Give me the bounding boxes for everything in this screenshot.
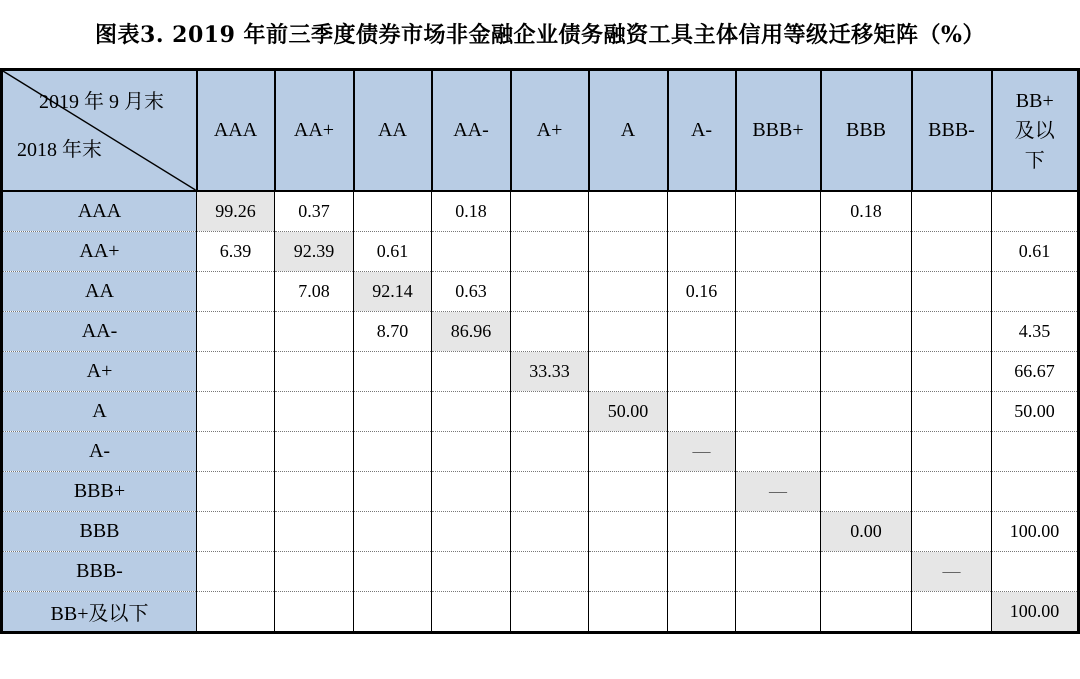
matrix-cell [354,432,432,472]
matrix-cell [668,312,736,352]
matrix-cell [354,191,432,232]
row-header: AAA [2,191,197,232]
matrix-cell [354,392,432,432]
table-row [2,312,1079,352]
matrix-cell [992,432,1079,472]
matrix-cell [589,472,668,512]
matrix-cell [668,552,736,592]
matrix-cell [432,432,511,472]
matrix-cell [992,472,1079,512]
matrix-cell [354,512,432,552]
matrix-cell [736,272,821,312]
column-header-line: 及以 [1014,119,1055,142]
matrix-cell [736,191,821,232]
matrix-cell [275,392,354,432]
matrix-cell [821,352,912,392]
matrix-cell [197,352,275,392]
matrix-cell [511,512,589,552]
column-header-aa-plus: AA+ [275,70,354,192]
matrix-cell [821,432,912,472]
row-axis-label: 2018 年末 [17,139,102,161]
matrix-cell [912,312,992,352]
matrix-cell: 100.00 [992,512,1079,552]
column-header-line: BB+ [1015,89,1054,112]
matrix-cell [668,191,736,232]
matrix-cell [668,512,736,552]
diagonal-cell: 99.26 [197,191,275,232]
column-header-line: 下 [1024,149,1045,172]
matrix-cell [511,312,589,352]
matrix-cell: 0.63 [432,272,511,312]
matrix-cell [275,432,354,472]
matrix-cell [668,352,736,392]
matrix-cell [432,392,511,432]
matrix-cell [275,512,354,552]
matrix-cell [511,472,589,512]
matrix-cell [912,392,992,432]
matrix-cell: 6.39 [197,232,275,272]
matrix-cell [354,552,432,592]
diagonal-cell: 0.00 [821,512,912,552]
matrix-cell [511,232,589,272]
matrix-cell [668,232,736,272]
matrix-cell [821,232,912,272]
row-header: BBB- [2,552,197,592]
matrix-cell [912,352,992,392]
matrix-cell [589,352,668,392]
diagonal-cell: 50.00 [589,392,668,432]
matrix-cell [912,432,992,472]
column-header-bbb-minus: BBB- [912,70,992,192]
matrix-cell [432,592,511,633]
matrix-cell [197,432,275,472]
matrix-cell [432,472,511,512]
matrix-cell [668,592,736,633]
matrix-cell [821,472,912,512]
table-row [2,352,1079,392]
matrix-cell [821,312,912,352]
header-row [2,70,1079,192]
credit-rating-migration-matrix [0,68,1080,634]
matrix-cell [821,552,912,592]
table-row [2,272,1079,312]
column-header-bbb-plus: BBB+ [736,70,821,192]
matrix-body [2,191,1079,633]
matrix-cell [736,312,821,352]
table-row [2,512,1079,552]
matrix-cell [589,312,668,352]
column-header-aaa: AAA [197,70,275,192]
table-row [2,552,1079,592]
matrix-cell [511,392,589,432]
column-header-bb-plus-and-below [992,70,1079,192]
matrix-cell [912,272,992,312]
matrix-cell [668,472,736,512]
corner-header-cell [2,70,197,192]
column-header-a: A [589,70,668,192]
matrix-cell [912,232,992,272]
table-row [2,232,1079,272]
row-header: BBB [2,512,197,552]
matrix-cell [736,432,821,472]
matrix-cell [912,191,992,232]
table-row [2,432,1079,472]
matrix-cell [197,472,275,512]
matrix-cell [912,592,992,633]
matrix-cell [589,272,668,312]
matrix-cell [821,592,912,633]
matrix-cell [736,392,821,432]
matrix-cell [912,472,992,512]
column-header-a-minus: A- [668,70,736,192]
matrix-cell [736,552,821,592]
matrix-cell [511,592,589,633]
matrix-cell [736,512,821,552]
column-header-aa-minus: AA- [432,70,511,192]
row-header: A+ [2,352,197,392]
column-header-a-plus: A+ [511,70,589,192]
diagonal-cell: 92.39 [275,232,354,272]
matrix-cell: 0.61 [354,232,432,272]
matrix-cell [197,312,275,352]
matrix-cell [432,552,511,592]
diagonal-cell: 86.96 [432,312,511,352]
row-header: BB+及以下 [2,592,197,633]
diagonal-cell: — [912,552,992,592]
matrix-cell [589,552,668,592]
matrix-cell [432,512,511,552]
matrix-cell [511,552,589,592]
column-header-aa: AA [354,70,432,192]
matrix-cell [589,432,668,472]
matrix-cell: 50.00 [992,392,1079,432]
matrix-cell [821,392,912,432]
matrix-cell [197,592,275,633]
matrix-cell [821,272,912,312]
diagonal-cell: — [668,432,736,472]
row-header: AA [2,272,197,312]
matrix-cell [511,432,589,472]
table-row [2,472,1079,512]
matrix-cell: 0.16 [668,272,736,312]
matrix-cell [589,592,668,633]
table-row [2,191,1079,232]
row-header: AA+ [2,232,197,272]
matrix-cell [736,592,821,633]
row-header: A [2,392,197,432]
diagonal-cell: — [736,472,821,512]
column-header-bbb: BBB [821,70,912,192]
matrix-cell [197,512,275,552]
matrix-cell: 7.08 [275,272,354,312]
matrix-cell [197,392,275,432]
matrix-cell [736,352,821,392]
matrix-cell [197,552,275,592]
matrix-cell [354,352,432,392]
diagonal-cell: 92.14 [354,272,432,312]
diagonal-cell: 33.33 [511,352,589,392]
matrix-cell [992,191,1079,232]
matrix-cell: 4.35 [992,312,1079,352]
table-row [2,392,1079,432]
matrix-cell [432,352,511,392]
matrix-cell [736,232,821,272]
matrix-cell [992,552,1079,592]
row-header: A- [2,432,197,472]
matrix-cell: 0.37 [275,191,354,232]
row-header: BBB+ [2,472,197,512]
table-row [2,592,1079,633]
column-axis-label: 2019 年 9 月末 [39,91,164,113]
matrix-cell [668,392,736,432]
matrix-cell [275,592,354,633]
matrix-cell [511,272,589,312]
matrix-cell: 0.18 [821,191,912,232]
matrix-cell [589,232,668,272]
matrix-cell [275,352,354,392]
matrix-cell [275,312,354,352]
matrix-cell: 0.18 [432,191,511,232]
matrix-cell [912,512,992,552]
matrix-cell [275,552,354,592]
matrix-cell: 66.67 [992,352,1079,392]
matrix-cell [511,191,589,232]
diagonal-cell: 100.00 [992,592,1079,633]
figure-title: 图表3. 2019 年前三季度债券市场非金融企业债务融资工具主体信用等级迁移矩阵（%） [95,22,985,48]
matrix-cell [197,272,275,312]
matrix-cell [589,191,668,232]
matrix-cell [589,512,668,552]
matrix-cell [354,592,432,633]
matrix-cell: 0.61 [992,232,1079,272]
row-header: AA- [2,312,197,352]
matrix-cell: 8.70 [354,312,432,352]
matrix-cell [992,272,1079,312]
matrix-cell [275,472,354,512]
matrix-cell [354,472,432,512]
matrix-cell [432,232,511,272]
